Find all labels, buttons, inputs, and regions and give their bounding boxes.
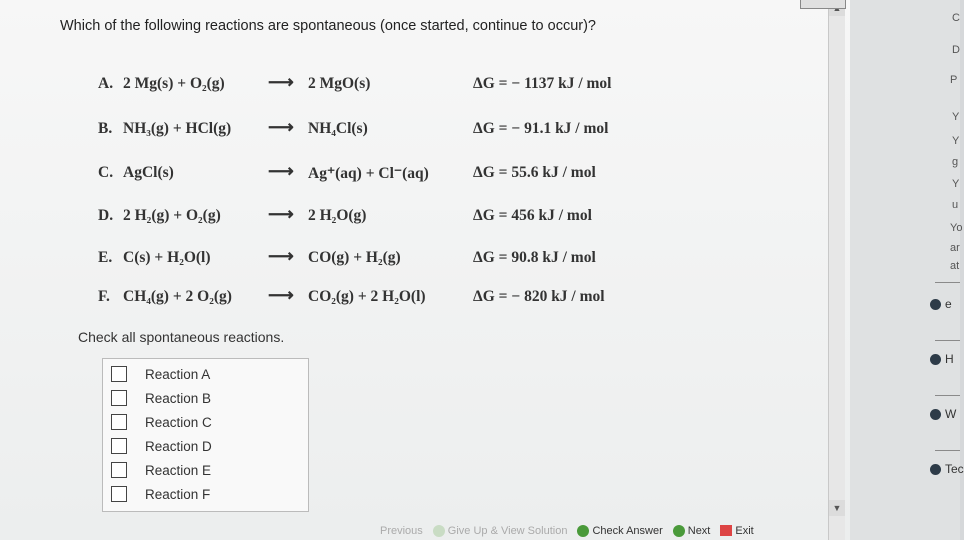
checkbox[interactable] xyxy=(111,390,127,406)
reaction-letter: A. xyxy=(98,75,114,92)
panel-fragment: u xyxy=(952,199,959,211)
panel-fragment: at xyxy=(950,260,960,272)
delta-g: ΔG = − 1137 kJ / mol xyxy=(473,75,612,92)
delta-g: ΔG = 456 kJ / mol xyxy=(473,207,592,224)
resource-label: e xyxy=(945,297,952,311)
panel-fragment: Yo xyxy=(950,222,963,234)
reaction-e xyxy=(98,246,658,275)
resource-label: W xyxy=(945,407,957,421)
exit-label: Exit xyxy=(735,524,754,537)
reaction-arrow: ⟶ xyxy=(268,161,294,181)
resource-label: H xyxy=(945,352,954,366)
reaction-letter: E. xyxy=(98,249,113,266)
reaction-arrow: ⟶ xyxy=(268,72,294,92)
panel-fragment: Y xyxy=(952,135,960,147)
option-label: Reaction F xyxy=(145,486,211,502)
panel-fragment: D xyxy=(952,44,960,56)
panel-fragment: g xyxy=(952,156,959,168)
option-reaction-c[interactable] xyxy=(111,410,301,434)
next-icon xyxy=(673,525,685,537)
delta-g: ΔG = − 91.1 kJ / mol xyxy=(473,120,609,137)
panel-fragment: Y xyxy=(952,178,960,190)
products: 2 MgO(s) xyxy=(308,75,371,92)
resource-item[interactable] xyxy=(930,352,954,366)
right-side-panel xyxy=(850,0,963,540)
divider xyxy=(935,282,960,283)
resource-item[interactable] xyxy=(930,462,964,476)
reaction-arrow: ⟶ xyxy=(268,117,294,137)
reaction-b xyxy=(98,117,658,146)
option-reaction-d[interactable] xyxy=(111,434,301,458)
divider xyxy=(935,395,960,396)
products: Ag⁺(aq) + Cl⁻(aq) xyxy=(308,165,429,182)
reaction-f xyxy=(98,285,658,314)
reaction-arrow: ⟶ xyxy=(268,246,294,266)
instruction-text: Check all spontaneous reactions. xyxy=(78,329,285,345)
check-icon xyxy=(577,525,589,537)
panel-fragment: C xyxy=(952,12,960,24)
reaction-a xyxy=(98,72,658,101)
checkbox[interactable] xyxy=(111,462,127,478)
exit-icon xyxy=(720,525,732,536)
products: CO(g) + H₂(g) xyxy=(308,249,401,266)
panel-fragment: Y xyxy=(952,111,960,123)
reaction-letter: F. xyxy=(98,288,110,305)
checkbox[interactable] xyxy=(111,486,127,502)
panel-fragment: P xyxy=(950,74,958,86)
reaction-letter: D. xyxy=(98,207,114,224)
resource-item[interactable] xyxy=(930,297,952,311)
reaction-c xyxy=(98,161,658,190)
reaction-letter: B. xyxy=(98,120,113,137)
option-label: Reaction B xyxy=(145,390,212,406)
exit-button[interactable] xyxy=(720,525,753,537)
reactants: 2 Mg(s) + O₂(g) xyxy=(123,75,225,92)
checkbox[interactable] xyxy=(111,438,127,454)
divider xyxy=(935,450,960,451)
bullet-icon xyxy=(930,409,941,420)
option-label: Reaction A xyxy=(145,366,211,382)
products: CO₂(g) + 2 H₂O(l) xyxy=(308,288,426,305)
reactants: CH₄(g) + 2 O₂(g) xyxy=(123,288,232,305)
delta-g: ΔG = 90.8 kJ / mol xyxy=(473,249,596,266)
previous-button[interactable]: Previous xyxy=(380,524,423,537)
check-answer-button[interactable] xyxy=(577,525,662,537)
bullet-icon xyxy=(930,354,941,365)
reactants: NH₃(g) + HCl(g) xyxy=(123,120,232,137)
reactants: C(s) + H₂O(l) xyxy=(123,249,211,266)
option-label: Reaction D xyxy=(145,438,212,454)
reaction-letter: C. xyxy=(98,164,114,181)
products: NH₄Cl(s) xyxy=(308,120,368,137)
bottom-toolbar xyxy=(380,521,810,540)
top-frame-tab xyxy=(800,0,846,9)
vertical-scrollbar[interactable] xyxy=(828,0,845,540)
give-up-label: Give Up & View Solution xyxy=(447,524,568,537)
bullet-icon xyxy=(930,464,941,475)
option-reaction-b[interactable] xyxy=(111,386,301,410)
reaction-arrow: ⟶ xyxy=(268,204,294,224)
option-label: Reaction C xyxy=(145,414,212,430)
scroll-down-icon[interactable]: ▼ xyxy=(829,500,845,516)
delta-g: ΔG = 55.6 kJ / mol xyxy=(473,164,596,181)
question-text: Which of the following reactions are spontaneous (once started, continue to occur)? xyxy=(60,18,596,34)
check-answer-label: Check Answer xyxy=(592,524,663,537)
reactants: AgCl(s) xyxy=(123,164,174,181)
give-up-button[interactable] xyxy=(433,525,568,537)
checkbox[interactable] xyxy=(111,414,127,430)
resource-item[interactable] xyxy=(930,407,956,421)
give-up-icon xyxy=(433,525,445,537)
option-reaction-a[interactable] xyxy=(111,362,301,386)
bullet-icon xyxy=(930,299,941,310)
products: 2 H₂O(g) xyxy=(308,207,367,224)
panel-fragment: ar xyxy=(950,242,960,254)
next-label: Next xyxy=(687,524,711,537)
option-reaction-e[interactable] xyxy=(111,458,301,482)
reaction-d xyxy=(98,204,658,233)
checkbox[interactable] xyxy=(111,366,127,382)
answer-checklist xyxy=(102,358,309,512)
option-reaction-f[interactable] xyxy=(111,482,301,506)
reaction-arrow: ⟶ xyxy=(268,285,294,305)
resource-label: Tec xyxy=(945,462,964,476)
next-button[interactable] xyxy=(673,525,711,537)
reactants: 2 H₂(g) + O₂(g) xyxy=(123,207,221,224)
option-label: Reaction E xyxy=(145,462,212,478)
delta-g: ΔG = − 820 kJ / mol xyxy=(473,288,605,305)
divider xyxy=(935,340,960,341)
